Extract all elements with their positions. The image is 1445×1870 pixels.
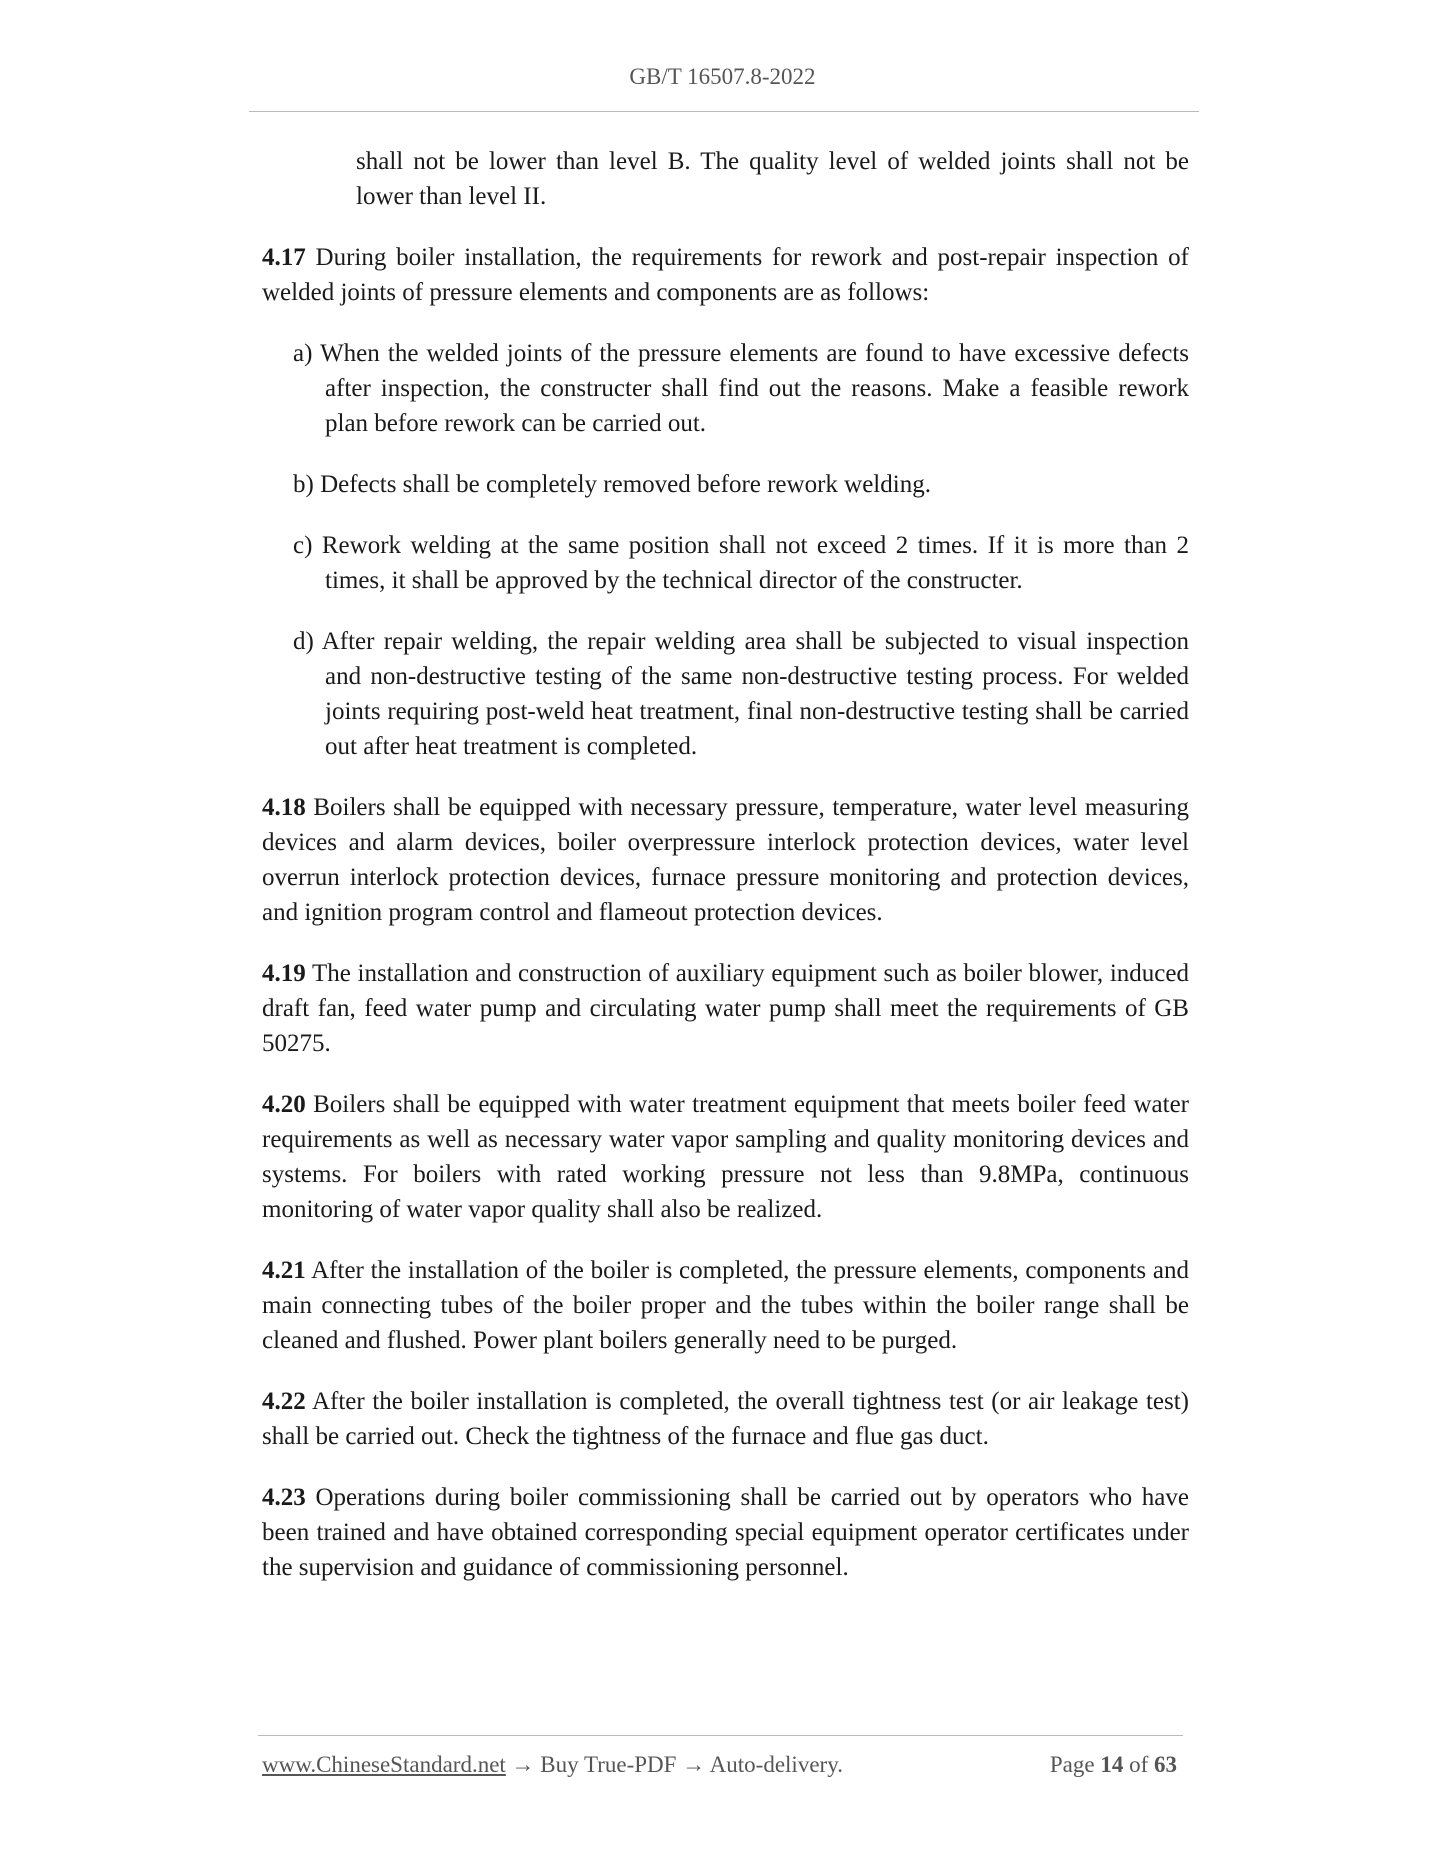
clause-4-17 [262,240,1189,310]
list-item-b: b) Defects shall be completely removed before rework welding. [293,471,931,498]
clause-text: During boiler installation, the requirements for rework and post-repair inspection of welded joints of pressure elements and components are as follows: [262,244,1189,306]
footer-divider [258,1735,1183,1736]
auto-delivery-text: Auto-delivery. [709,1752,843,1777]
clause-text: Boilers shall be equipped with necessary pressure, temperature, water level measuring devices and alarm devices, boiler overpressure interlock protection devices, water level overrun interlock protection devices, furnace pressure monitoring and protection devices, and ignition program control and flameout protection devices. [262,794,1189,926]
list-item-a: a) When the welded joints of the pressure elements are found to have excessive defects after inspection, the constructer shall find out the reasons. Make a feasible rework plan before rework can be carried out. [293,340,1189,437]
clause-number: 4.18 [262,794,306,821]
arrow-right-icon: → [676,1752,710,1777]
total-page-count: 63 [1154,1752,1177,1777]
continuation-paragraph: shall not be lower than level B. The quality level of welded joints shall not be lower than level II. [356,148,1189,210]
clause-text: After the installation of the boiler is completed, the pressure elements, components and main connecting tubes of the boiler proper and the tubes within the boiler range shall be cleaned and flushed. Power plant boilers generally need to be purged. [262,1257,1189,1354]
clause-4-22 [262,1384,1189,1454]
clause-number: 4.20 [262,1091,306,1118]
page-header: GB/T 16507.8-2022 [629,64,816,89]
clause-text: After the boiler installation is completed, the overall tightness test (or air leakage test) shall be carried out. Check the tightness of the furnace and flue gas duct. [262,1388,1189,1450]
list-item-c: c) Rework welding at the same position shall not exceed 2 times. If it is more than 2 times, it shall be approved by the technical director of the constructer. [293,532,1189,594]
clause-text: Operations during boiler commissioning shall be carried out by operators who have been trained and have obtained corresponding special equipment operator certificates under the supervision and guidance of commissioning personnel. [262,1484,1189,1581]
clause-4-20 [262,1087,1189,1227]
clause-4-21 [262,1253,1189,1358]
clause-text: Boilers shall be equipped with water treatment equipment that meets boiler feed water requirements as well as necessary water vapor sampling and quality monitoring devices and systems. For boilers with rated working pressure not less than 9.8MPa, continuous monitoring of water vapor quality shall also be realized. [262,1091,1189,1223]
website-link[interactable]: www.ChineseStandard.net [262,1752,506,1777]
current-page-number: 14 [1100,1752,1124,1777]
arrow-right-icon: → [505,1752,541,1777]
clause-4-19 [262,956,1189,1061]
clause-number: 4.22 [262,1388,306,1415]
list-item-d: d) After repair welding, the repair welding area shall be subjected to visual inspection and non-destructive testing of the same non-destructive testing process. For welded joints requiring post-weld heat treatment, final non-destructive testing shall be carried out after heat treatment is completed. [293,628,1189,760]
document-body [262,144,1189,1611]
buy-pdf-text: Buy True-PDF [540,1752,677,1777]
clause-number: 4.21 [262,1257,306,1284]
clause-text: The installation and construction of auxiliary equipment such as boiler blower, induced draft fan, feed water pump and circulating water pump shall meet the requirements of GB 50275. [262,960,1189,1057]
clause-4-23 [262,1480,1189,1585]
page-footer [262,1752,1177,1778]
clause-4-18 [262,790,1189,930]
clause-number: 4.17 [262,244,306,271]
of-label: of [1123,1752,1154,1777]
page-label: Page [1049,1752,1101,1777]
clause-number: 4.19 [262,960,306,987]
page-indicator [1050,1752,1177,1778]
clause-number: 4.23 [262,1484,306,1511]
header-divider [249,111,1199,112]
